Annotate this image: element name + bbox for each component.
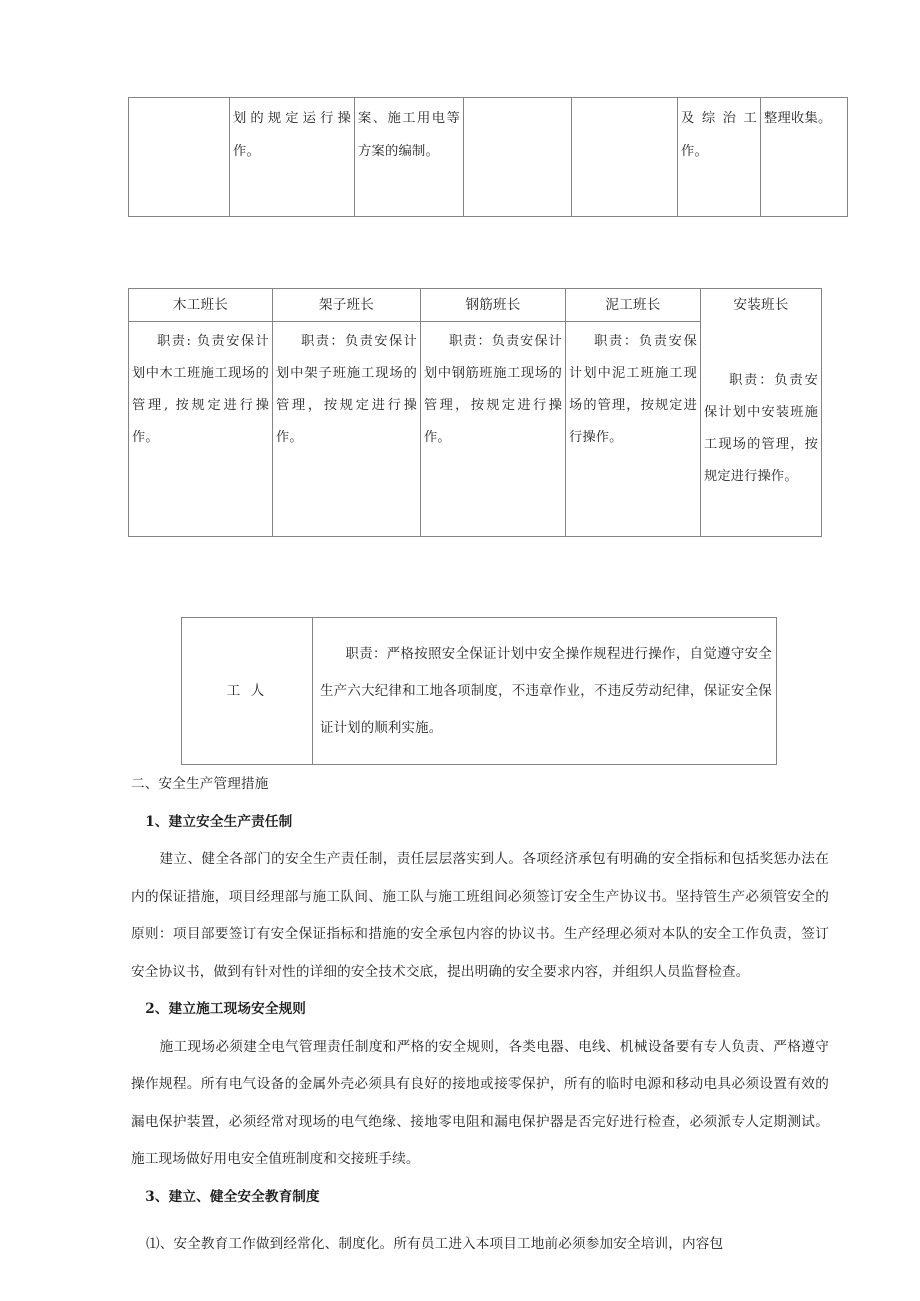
cell-carpenter-duty-text: 职责: 负责安保计划中木工班施工现场的管理, 按规定进行操作。 (132, 334, 269, 445)
header-installer-foreman: 安装班长 (701, 289, 822, 322)
heading-item-1-text: 、建立安全生产责任制 (154, 813, 293, 830)
cell-installer-duty (701, 322, 822, 537)
cell-empty-3 (572, 98, 678, 217)
heading-item-3 (131, 1179, 829, 1217)
table-row (129, 322, 822, 537)
cell-rebar-duty-text: 职责：负责安保计划中钢筋班施工现场的管理，按规定进行操作。 (424, 334, 562, 445)
cell-scaffolder-duty (273, 322, 421, 537)
cell-carpenter-duty (129, 322, 273, 537)
cell-electricity-scheme: 案、施工用电等方案的编制。 (355, 98, 464, 217)
cell-worker-duty (313, 618, 777, 765)
responsibility-table-continued (128, 97, 848, 217)
header-rebar-foreman: 钢筋班长 (421, 289, 566, 322)
cell-worker-label: 工 人 (182, 618, 313, 765)
cell-operation-per-plan: 划的规定运行操作。 (230, 98, 355, 217)
cell-scaffolder-duty-text: 职责：负责安保计划中架子班施工现场的管理，按规定进行操作。 (276, 334, 417, 445)
paragraph-3: ⑴、安全教育工作做到经常化、制度化。所有员工进入本项目工地前必须参加安全培训，内容包 (145, 1236, 724, 1252)
heading-item-2 (131, 991, 829, 1029)
header-scaffolder-foreman: 架子班长 (273, 289, 421, 322)
heading-item-1 (131, 804, 829, 842)
heading-item-2-number: 2 (145, 1001, 155, 1017)
cell-mason-duty (566, 322, 701, 537)
paragraph-1: 建立、健全各部门的安全生产责任制，责任层层落实到人。各项经济承包有明确的安全指标和包括奖惩办法在内的保证措施，项目经理部与施工队间、施工队与施工班组间必须签订安全生产协议书。坚持管生产必须管安全的原则：项目部要签订有安全保证指标和措施的安全承包内容的协议书。生产经理必须对本队的安全工作负责，签订安全协议书，做到有针对性的详细的安全技术交底，提出明确的安全要求内容，并组织人员监督检查。 (131, 851, 829, 980)
table-header-row (129, 289, 822, 322)
paragraph-2: 施工现场必须建全电气管理责任制度和严格的安全规则，各类电器、电线、机械设备要有专人负责、严格遵守操作规程。所有电气设备的金属外壳必须具有良好的接地或接零保护，所有的临时电源和移动电具必须设置有效的漏电保护装置，必须经常对现场的电气绝缘、接地零电阻和漏电保护器是否完好进行检查，必须派专人定期测试。施工现场做好用电安全值班制度和交接班手续。 (131, 1038, 829, 1167)
header-carpenter-foreman: 木工班长 (129, 289, 273, 322)
foreman-responsibility-table (128, 288, 822, 537)
cell-installer-duty-text: 职责：负责安保计划中安装班施工现场的管理，按规定进行操作。 (704, 372, 818, 484)
heading-section-two: 二、安全生产管理措施 (131, 776, 269, 792)
cell-comprehensive-work: 及综治工作。 (678, 98, 761, 217)
body-text-block (131, 766, 829, 1264)
cell-empty-2 (464, 98, 572, 217)
cell-worker-duty-text: 职责：严格按照安全保证计划中安全操作规程进行操作，自觉遵守安全生产六大纪律和工地各项制度，不违章作业，不违反劳动纪律，保证安全保证计划的顺利实施。 (320, 646, 772, 736)
table-row (182, 618, 777, 765)
cell-empty-1 (129, 98, 230, 217)
heading-item-3-number: 3 (145, 1188, 155, 1205)
heading-item-2-text: 、建立施工现场安全规则 (154, 1001, 307, 1017)
table-row (129, 98, 848, 217)
cell-collect-organize: 整理收集。 (761, 98, 848, 217)
cell-mason-duty-text: 职责：负责安保计划中泥工班施工现场的管理，按规定进行操作。 (569, 334, 697, 445)
cell-rebar-duty (421, 322, 566, 537)
heading-item-3-text: 、建立、健全安全教育制度 (154, 1188, 320, 1205)
header-mason-foreman: 泥工班长 (566, 289, 701, 322)
heading-item-1-number: 1 (145, 813, 155, 830)
worker-responsibility-table (181, 617, 777, 765)
